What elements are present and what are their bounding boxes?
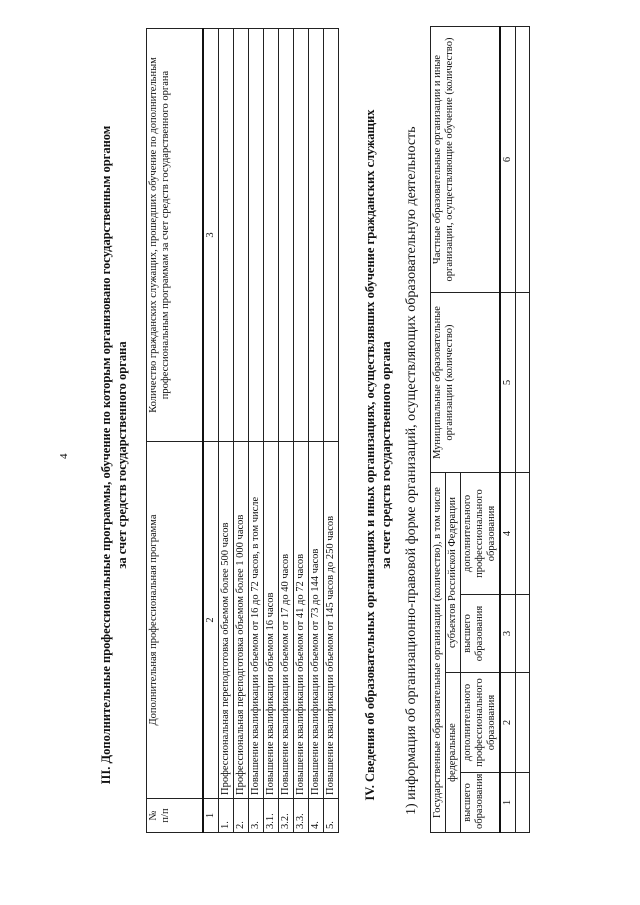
row-count [323, 29, 338, 442]
empty-cell [516, 293, 530, 473]
section-3-title-line1: III. Дополнительные профессиональные программы, обучение по которым организовано государственным органом [99, 125, 113, 785]
empty-cell [516, 595, 530, 673]
header-additional-prof-ed: дополнительного профессионального образования [461, 673, 501, 773]
table-row [293, 29, 308, 833]
row-num: 3. [248, 799, 263, 833]
row-count [218, 29, 233, 442]
column-number: 5 [500, 293, 516, 473]
table-row [248, 29, 263, 833]
row-count [263, 29, 278, 442]
table-row [278, 29, 293, 833]
row-num: 3.2. [278, 799, 293, 833]
row-program: Повышение квалификации объемом от 17 до 40 часов [278, 442, 293, 799]
row-program: Повышение квалификации объемом от 145 часов до 250 часов [323, 442, 338, 799]
header-additional-prof-ed: дополнительного профессионального образования [461, 473, 501, 595]
table-row [218, 29, 233, 833]
row-count [308, 29, 323, 442]
column-number: 2 [203, 442, 219, 799]
row-program: Повышение квалификации объемом 16 часов [263, 442, 278, 799]
header-program: Дополнительная профессиональная программа [147, 442, 203, 799]
row-num: 3.1. [263, 799, 278, 833]
section-4-title-line1: IV. Сведения об образовательных организациях и иных организациях, осуществлявших обучение гражданских служащих [363, 109, 377, 801]
row-num: 1. [218, 799, 233, 833]
table-row [263, 29, 278, 833]
programs-table [146, 28, 339, 833]
column-number: 1 [203, 799, 219, 833]
row-num: 2. [233, 799, 248, 833]
section-4-title-line2: за счет средств государственного органа [379, 341, 393, 569]
row-count [248, 29, 263, 442]
header-higher-ed: высшего образования [461, 773, 501, 833]
row-program: Повышение квалификации объемом от 41 до 72 часов [293, 442, 308, 799]
header-higher-ed: высшего образования [461, 595, 501, 673]
table-row [308, 29, 323, 833]
column-number: 2 [500, 673, 516, 773]
row-num: 5. [323, 799, 338, 833]
header-private: Частные образовательные организации и иные организации, осуществляющие обучение (количество) [431, 27, 501, 293]
column-number: 3 [203, 29, 219, 442]
table-row [516, 27, 530, 833]
section-4-heading [362, 55, 394, 855]
empty-cell [516, 673, 530, 773]
row-num: 4. [308, 799, 323, 833]
header-regional: субъектов Российской Федерации [446, 473, 461, 673]
header-state-orgs: Государственные образовательные организации (количество), в том числе [431, 473, 446, 833]
empty-cell [516, 27, 530, 293]
empty-cell [516, 473, 530, 595]
column-number: 1 [500, 773, 516, 833]
header-count: Количество гражданских служащих, прошедших обучение по дополнительным профессиональным программам за счет средств государственного органа [147, 29, 203, 442]
header-municipal: Муниципальные образовательные организации (количество) [431, 293, 501, 473]
row-count [278, 29, 293, 442]
page-number: 4 [58, 453, 70, 459]
row-count [293, 29, 308, 442]
row-count [233, 29, 248, 442]
table-row [233, 29, 248, 833]
header-num: № п/п [147, 799, 203, 833]
row-program: Повышение квалификации объемом от 73 до 144 часов [308, 442, 323, 799]
row-num: 3.3. [293, 799, 308, 833]
empty-cell [516, 773, 530, 833]
column-number: 3 [500, 595, 516, 673]
section-4-subtitle: 1) информация об организационно-правовой форме организаций, осуществляющих образовательную деятельность [404, 126, 419, 815]
section-3-heading [98, 75, 130, 835]
row-program: Профессиональная переподготовка объемом более 1 000 часов [233, 442, 248, 799]
section-3-title-line2: за счет средств государственного органа [115, 341, 129, 569]
table-row [323, 29, 338, 833]
row-program: Повышение квалификации объемом от 16 до 72 часов, в том числе [248, 442, 263, 799]
column-number: 4 [500, 473, 516, 595]
organizations-table [430, 26, 530, 833]
row-program: Профессиональная переподготовка объемом более 500 часов [218, 442, 233, 799]
column-number: 6 [500, 27, 516, 293]
header-federal: федеральные [446, 673, 461, 833]
